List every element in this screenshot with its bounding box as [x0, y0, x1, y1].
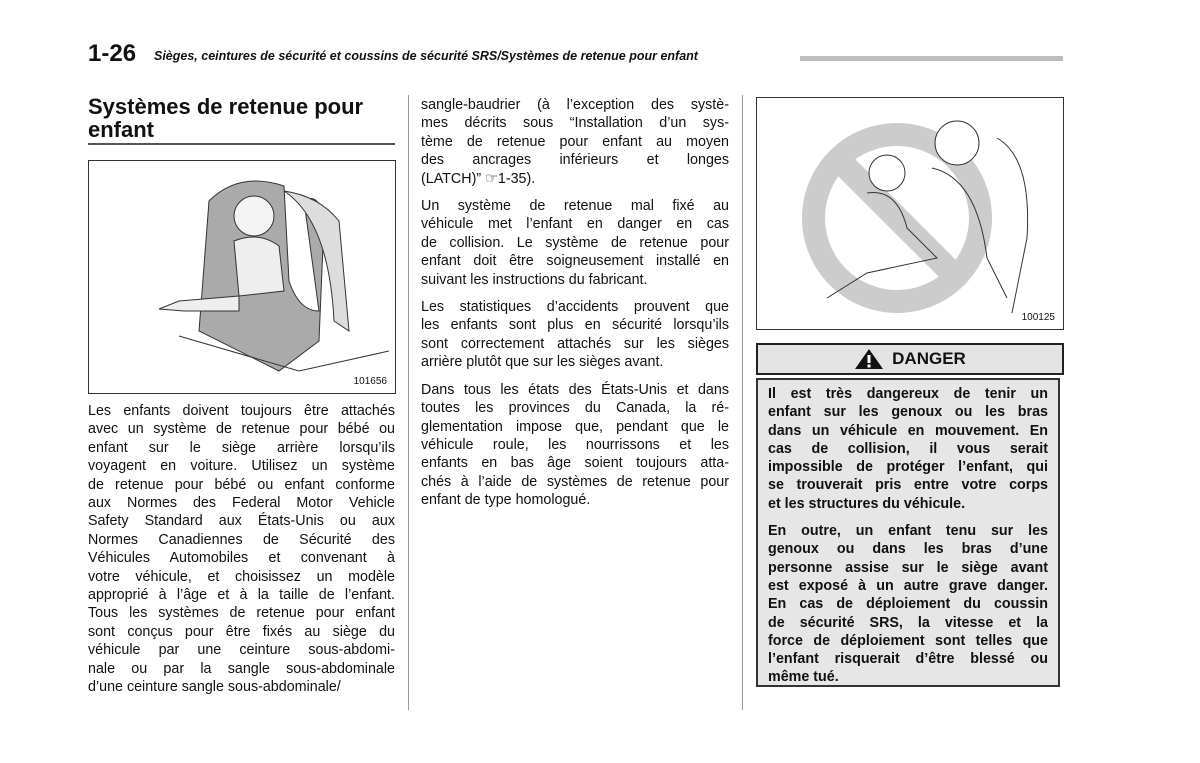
text-line: sangle-baudrier (à l’exception des systè- [421, 97, 729, 113]
text-line: En outre, un enfant tenu sur les [768, 523, 1048, 540]
text-line: arrière plutôt que sur les sièges avant. [421, 354, 664, 371]
text-line: tème de retenue pour enfant au moyen [421, 133, 729, 150]
danger-box [756, 378, 1060, 687]
text-line: toutes les provinces du Canada, la ré- [421, 400, 729, 417]
text-line: avec un système de retenue pour bébé ou [88, 421, 395, 438]
text-line: glementation impose que, pendant que le [421, 418, 729, 435]
middle-column-text [421, 96, 729, 519]
text-line: Normes Canadiennes de Sécurité des [88, 531, 395, 548]
text-line: Les statistiques d’accidents prouvent que [421, 299, 729, 316]
page-number: 1-26 [88, 40, 137, 67]
child-seat-drawing [89, 161, 395, 393]
text-line: et les structures du véhicule. [768, 495, 966, 512]
text-line: des ancrages inférieurs et longes [421, 152, 729, 169]
paragraph [421, 381, 729, 510]
text-line: impossible de protéger l’enfant, qui [768, 459, 1048, 476]
heading-rule [88, 143, 395, 145]
text-line: cas de collision, il vous serait [768, 440, 1048, 457]
left-column-text [88, 402, 395, 706]
section-title: Sièges, ceintures de sécurité et coussins de sécurité SRS/Systèmes de retenue pour enfant [154, 49, 698, 63]
text-line: enfant sur les genoux ou les bras [768, 404, 1048, 421]
text-line: Véhicules Automobiles et convenant à [88, 550, 395, 567]
prohibited-child-on-lap-illustration [756, 97, 1064, 330]
text-line: se trouverait pris entre votre corps [768, 477, 1048, 494]
text-line: votre véhicule, et choisissez un modèle [88, 568, 395, 585]
text-line: En cas de déploiement du coussin [768, 596, 1048, 613]
child-seat-illustration [88, 160, 396, 394]
column-divider [408, 95, 409, 710]
text-line: (LATCH)” ☞1-35). [421, 170, 536, 187]
text-line: sont conçus pour être fixés au siège du [88, 623, 395, 640]
text-line: même tué. [768, 669, 839, 686]
danger-text [768, 385, 1048, 687]
text-line: de sécurité SRS, la vitesse et la [768, 614, 1048, 631]
text-line: de retenue pour bébé ou enfant conforme [88, 476, 395, 493]
text-line: les enfants sont plus en sécurité lorsqu’ils [421, 317, 729, 334]
column-divider [742, 95, 743, 710]
text-line: Dans tous les états des États-Unis et dans [421, 381, 729, 398]
text-line: enfant de type homologué. [421, 492, 591, 509]
text-line: chés à l’aide de systèmes de retenue pour [421, 473, 729, 490]
text-line: genoux ou dans les bras d’une [768, 541, 1048, 558]
paragraph [421, 197, 729, 289]
text-line: enfant doit être soigneusement installé en [421, 253, 729, 270]
header-rule [800, 56, 1063, 61]
text-line: Tous les systèmes de retenue pour enfant [88, 605, 395, 622]
text-line: d’une ceinture sangle sous-abdominale/ [88, 679, 341, 696]
text-line: Les enfants doivent toujours être attachés [88, 403, 395, 419]
text-line: aux Normes des Federal Motor Vehicle [88, 495, 395, 512]
text-line: véhicule met l’enfant en danger en cas [421, 216, 729, 233]
paragraph [88, 402, 395, 697]
text-line: de collision. Le système de retenue pour [421, 234, 729, 251]
text-line: voyagent en voiture. Utilisez un système [88, 458, 395, 475]
text-line: personne assise sur le siège avant [768, 559, 1048, 576]
text-line: Safety Standard aux États-Unis ou aux [88, 513, 395, 530]
paragraph [421, 298, 729, 372]
text-line: mes décrits sous “Installation d’un sys- [421, 115, 729, 132]
text-line: force de déploiement sont telles que [768, 632, 1048, 649]
danger-header [756, 343, 1064, 375]
paragraph [421, 96, 729, 188]
text-line: dans un véhicule en mouvement. En [768, 422, 1048, 439]
danger-label: DANGER [892, 349, 966, 368]
text-line: approprié à l’âge et à la taille de l’enfant. [88, 587, 395, 604]
paragraph [768, 522, 1048, 687]
text-line: nale ou par la sangle sous-abdominale [88, 660, 395, 677]
text-line: l’enfant risquerait d’être blessé ou [768, 651, 1048, 668]
text-line: enfants en bas âge soient toujours atta- [421, 455, 729, 472]
figure-code: 100125 [1021, 312, 1055, 323]
text-line: est exposé à un autre grave danger. [768, 577, 1048, 594]
paragraph [768, 385, 1048, 513]
text-line: suivant les instructions du fabricant. [421, 271, 648, 288]
text-line: véhicule par une ceinture sous-abdomi- [88, 642, 395, 659]
page-heading: Systèmes de retenue pour enfant [88, 94, 364, 142]
text-line: Il est très dangereux de tenir un [768, 386, 1048, 402]
prohibition-drawing [757, 98, 1063, 329]
text-line: sont correctement attachés sur les sièges [421, 335, 729, 352]
text-line: véhicule roule, les nourrissons et les [421, 436, 729, 453]
warning-triangle-icon [854, 348, 884, 370]
text-line: enfant sur le siège arrière lorsqu’ils [88, 439, 395, 456]
figure-code: 101656 [353, 376, 387, 387]
text-line: Un système de retenue mal fixé au [421, 198, 729, 215]
